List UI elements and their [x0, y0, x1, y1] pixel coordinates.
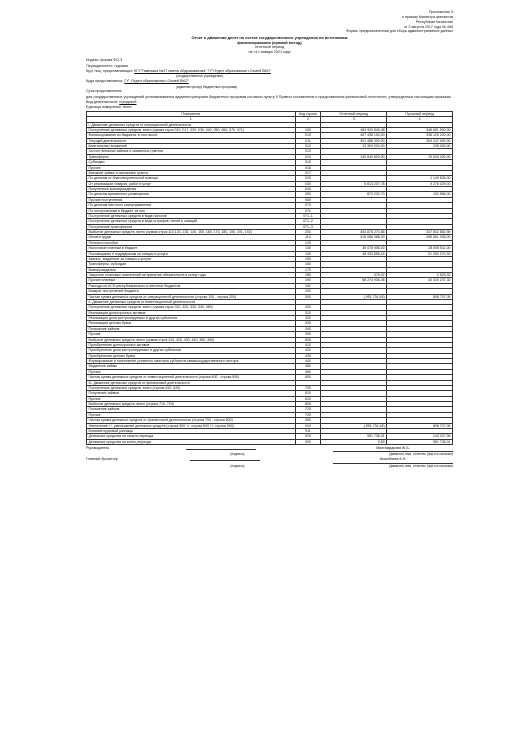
row-indicator: Поступление денежных средств в виде налогов — [87, 213, 296, 218]
submitted-to-hint: (администратору бюджетных программ) — [176, 84, 238, 89]
header-code: Код строки — [295, 111, 321, 116]
row-indicator: По деньгам от благотворительной помощи — [87, 176, 296, 181]
row-indicator: Выбытие денежных средств, всего (сумма строк 110,120, 130, 140, 150, 160, 170, 180, 190, 191, 192) — [87, 230, 296, 235]
row-previous-value: 338 125 200,00 — [387, 133, 453, 138]
row-indicator: Реализация долгосрочных активов — [87, 310, 296, 315]
row-code: 200 — [295, 230, 321, 235]
row-current-value: 5 613 207,78 — [321, 181, 387, 186]
row-code: 350 — [295, 332, 321, 337]
row-current-value: 48 432 565,16 — [321, 251, 387, 256]
row-code: 010 — [295, 133, 321, 138]
period-date: на «1» января 2021 года — [248, 50, 291, 55]
row-indicator: I. Движение денежных средств от операционной деятельности — [87, 122, 296, 127]
respondents-value: КГУ"Гимназия №37 имени Абдрахманова" ГУ"Отдел образования г.Семей ВКО" — [134, 69, 271, 74]
row-code: 710 — [295, 407, 321, 412]
row-code: 900 — [295, 418, 321, 423]
row-indicator: Реализация ценных бумаг — [87, 321, 296, 326]
row-code: 012 — [295, 144, 321, 149]
row-code: 800 — [295, 402, 321, 407]
row-indicator: Финансирование из бюджета, в том числе: — [87, 133, 296, 138]
row-code: 911 — [295, 428, 321, 433]
row-previous-value: 76 643 200,00 — [387, 154, 453, 159]
row-code: 191 — [295, 283, 321, 288]
row-previous-value: 263 247 000,00 — [387, 138, 453, 143]
row-indicator: Приобретение долгосрочных активов — [87, 342, 296, 347]
row-code: 300 — [295, 294, 321, 299]
accountant-hints — [86, 464, 453, 469]
row-code: 060 — [295, 197, 321, 202]
head-name-hint: (фамилия, имя, отчество (при его наличии) — [388, 452, 453, 457]
row-code: 700 — [295, 385, 321, 390]
row-current-value: 301 488 300,00 — [321, 138, 387, 143]
row-code: 150 — [295, 256, 321, 261]
row-code: 440 — [295, 359, 321, 364]
row-indicator: Прочие — [87, 412, 296, 417]
row-code: 460 — [295, 369, 321, 374]
row-previous-value: 21 250 270,33 — [387, 251, 453, 256]
row-indicator: II. Движение денежных средств от инвестиционной деятельности — [87, 299, 296, 304]
row-code: 016 — [295, 165, 321, 170]
row-code: 500 — [295, 337, 321, 342]
respondents-hint: (государственное учреждение) — [176, 74, 224, 79]
head-label: Руководитель — [86, 446, 110, 450]
row-indicator: Получение займов — [87, 391, 296, 396]
report-period — [86, 45, 453, 55]
row-code: 013 — [295, 149, 321, 154]
submitted-to-label: Куда представляется: — [86, 79, 124, 84]
row-code: 011 — [295, 138, 321, 143]
unit-of-measure: Единица измерения: тенге — [86, 105, 132, 110]
row-indicator: Погашение займов — [87, 326, 296, 331]
row-code: 420 — [295, 348, 321, 353]
row-current-value: (-951 734,18) — [321, 423, 387, 428]
row-code: 020 — [295, 176, 321, 181]
row-code: 017 — [295, 170, 321, 175]
row-indicator: Поставщикам и подрядчикам за товары и услуги — [87, 251, 296, 256]
row-indicator: Вознаграждения — [87, 267, 296, 272]
header-line: от 2 августа 2017 года № 468 — [403, 24, 453, 29]
row-code: 330 — [295, 321, 321, 326]
row-code: 400 — [295, 305, 321, 310]
row-indicator: Влияние курсовой разницы — [87, 428, 296, 433]
row-indicator: Прочие — [87, 396, 296, 401]
row-indicator: Приобретение доли контролируемых и других субъектов — [87, 348, 296, 353]
row-current-value: 319 088 388,00 — [321, 235, 387, 240]
form-metadata — [86, 58, 453, 110]
row-indicator: Прочие — [87, 332, 296, 337]
title-line-2: финансирования (прямой метод) — [237, 40, 302, 46]
cash-flow-table — [86, 111, 453, 445]
header-line: Республики Казахстан — [415, 19, 453, 24]
row-indicator: Внешние займы и связанные гранты — [87, 170, 296, 175]
row-indicator: Реализация доли контролируемых и других субъектов — [87, 316, 296, 321]
periodicity: Периодичность: годовая — [86, 63, 128, 68]
activity-label: Вид деятельности: — [86, 100, 119, 105]
accountant-signature-line — [190, 457, 260, 461]
row-indicator: Поступление денежных средств, всего (строка 610, 620) — [87, 385, 296, 390]
row-indicator: По деньгам временного размещения — [87, 192, 296, 197]
respondents-label: Круг лиц, представляющих: — [86, 69, 134, 74]
row-indicator: Поступление трансфертов — [87, 224, 296, 229]
accountant-name: Иманбаева Б.Н. — [333, 457, 453, 463]
row-indicator: Прочие — [87, 369, 296, 374]
row-code: 071–1 — [295, 213, 321, 218]
row-code: 190 — [295, 278, 321, 283]
row-code: 140 — [295, 251, 321, 256]
row-previous-value: 951 735,01 — [387, 439, 453, 444]
header-indicators: Показатели — [87, 111, 296, 116]
row-indicator: Текущей деятельности — [87, 138, 296, 143]
row-code: 110 — [295, 235, 321, 240]
row-code: 040 — [295, 187, 321, 192]
row-indicator: Капитальных вложений — [87, 144, 296, 149]
row-code: 071–2 — [295, 219, 321, 224]
row-code: 910 — [295, 423, 321, 428]
row-indicator: Чистая сумма денежных средств от операционной деятельности (строка 100 - строка 200) — [87, 294, 296, 299]
row-indicator: Возврат поступлений бюджета — [87, 289, 296, 294]
form-index: Индекс: форма ФО-3 — [86, 58, 123, 63]
row-code: 180 — [295, 273, 321, 278]
table-row — [87, 439, 453, 444]
row-code: 930 — [295, 439, 321, 444]
row-indicator: Денежные средства на конец периода — [87, 439, 296, 444]
row-current-value: 479,02 — [321, 273, 387, 278]
period-label: отчетный период — [254, 45, 285, 50]
row-code: 071–3 — [295, 224, 321, 229]
deadline-text: для государственных учреждений устанавливается администраторами бюджетных программ согласно пункту 9 Правил составления и представления финансовой отчетности, утвержденных настоящим приказом. — [86, 94, 452, 99]
order-reference — [86, 10, 453, 34]
row-previous-value: 347 842 882,95 — [387, 230, 453, 235]
row-indicator: Оплата труда — [87, 235, 296, 240]
head-signature-line — [186, 446, 256, 450]
title-line-1: Отчет о движении денег на счетах государственного учреждения по источникам — [191, 35, 348, 41]
row-previous-value: 1 140 505,00 — [387, 176, 453, 181]
row-current-value: 463 923 540,48 — [321, 127, 387, 132]
row-indicator: Чистая сумма денежных средств от финансовой деятельности (строка 700 - строка 800) — [87, 418, 296, 423]
row-indicator: Трансферты — [87, 154, 296, 159]
row-code: 071 — [295, 208, 321, 213]
row-code: 160 — [295, 262, 321, 267]
row-previous-value: 808 707,05 — [387, 423, 453, 428]
accountant-label: Главный бухгалтер — [86, 457, 118, 462]
row-previous-value: 2 529,32 — [387, 273, 453, 278]
row-indicator: Приобретение ценных бумаг — [87, 353, 296, 358]
row-code: 170 — [295, 267, 321, 272]
row-code: 450 — [295, 364, 321, 369]
row-code: 120 — [295, 240, 321, 245]
row-current-value: 464 875 274,66 — [321, 230, 387, 235]
row-indicator: Поступление денежных средств, всего (сумма строк 010, 017, 020, 030, 040, 050, 060, 070, 071) — [87, 127, 296, 132]
row-previous-value: 235 000,00 — [387, 144, 453, 149]
row-indicator: Увеличение +/- уменьшение денежных средств (строка 300 +/- строка 600 +/- строка 900) — [87, 423, 296, 428]
row-code: 920 — [295, 434, 321, 439]
row-indicator: Выбытие денежных средств, всего (строка 710, 720) — [87, 402, 296, 407]
row-indicator: Налоговые платежи в бюджет — [87, 246, 296, 251]
header-previous-period: Прошлый период — [387, 111, 453, 116]
row-indicator: Субсидии — [87, 160, 296, 165]
head-name: Малгамдарова Ж.Б. — [333, 446, 453, 452]
row-current-value: 140 649 800,00 — [321, 154, 387, 159]
row-current-value: (-951 734,18) — [321, 294, 387, 299]
row-code: 720 — [295, 412, 321, 417]
accountant-sign-hint: (подпись) — [230, 463, 245, 468]
row-current-value: 39 078 906,00 — [321, 246, 387, 251]
signatures — [86, 446, 453, 468]
table-body — [87, 122, 453, 445]
row-indicator: Формирование и пополнение уставного капитала субъектов квазигосударственного сектора — [87, 359, 296, 364]
row-indicator: Чистая сумма денежных средств от инвестиционной деятельности (строка 400 - строка 500) — [87, 375, 296, 380]
row-indicator: От реализации товаров, работ и услуг — [87, 181, 296, 186]
row-previous-value: 255 561 335,00 — [387, 235, 453, 240]
row-previous-value: 143 027,96 — [387, 434, 453, 439]
header-line: Форма, предназначенная для сбора административных данных — [346, 29, 453, 34]
row-code: 192 — [295, 289, 321, 294]
row-code: 610 — [295, 391, 321, 396]
header-line: Приложение 3 — [428, 10, 453, 14]
row-previous-value: 9 276 029,00 — [387, 181, 453, 186]
row-code: 600 — [295, 375, 321, 380]
row-current-value: 457 438 100,00 — [321, 133, 387, 138]
column-number: 2 — [295, 117, 321, 122]
row-code: 070 — [295, 203, 321, 208]
row-code: 050 — [295, 192, 321, 197]
row-indicator: Расходы по КСН республиканского и местных бюджетов — [87, 283, 296, 288]
row-indicator: Авансы, выданные за товары и услуги — [87, 256, 296, 261]
row-indicator: Прочие — [87, 165, 296, 170]
column-number: 3 — [321, 117, 387, 122]
row-previous-value: 100 856,00 — [387, 192, 453, 197]
row-indicator: Прочие поступления — [87, 197, 296, 202]
row-code: 340 — [295, 326, 321, 331]
row-code: 320 — [295, 316, 321, 321]
row-code: 620 — [295, 396, 321, 401]
row-current-value: 0,83 — [321, 439, 387, 444]
head-sign-hint: (подпись) — [230, 452, 245, 457]
activity-value: городской — [119, 100, 137, 105]
row-previous-value: 28 008 511,00 — [387, 246, 453, 251]
row-indicator: Пенсии и пособия — [87, 240, 296, 245]
column-number: 1 — [87, 117, 296, 122]
row-code: 130 — [295, 246, 321, 251]
row-indicator: III. Движение денежных средств от финансовой деятельности — [87, 380, 296, 385]
row-indicator: Выбытие денежных средств, всего (сумма строк 410, 420, 430, 440, 450, 460) — [87, 337, 296, 342]
row-code: 014 — [295, 154, 321, 159]
deadline-label: Срок представления: — [86, 89, 123, 94]
row-indicator: Поступление денежных средств, всего (сумма строк 310, 320, 330, 340, 350) — [87, 305, 296, 310]
row-previous-value: 43 020 237,30 — [387, 278, 453, 283]
row-indicator: Поступление денежных средств в виде штрафов, пеней и санкций — [87, 219, 296, 224]
row-current-value: 13 300 000,00 — [321, 144, 387, 149]
row-previous-value: 808 707,05 — [387, 294, 453, 299]
row-indicator: Выданные займы — [87, 364, 296, 369]
row-code: 100 — [295, 127, 321, 132]
column-number: 4 — [387, 117, 453, 122]
row-indicator: За счет внешних займов и связанных грантов — [87, 149, 296, 154]
accountant-name-hint: (фамилия, имя, отчество (при его наличии) — [388, 463, 453, 468]
row-indicator: Трансферты, субсидии — [87, 262, 296, 267]
row-indicator: Денежные средства на начало периода — [87, 434, 296, 439]
row-current-value: 58 274 936,48 — [321, 278, 387, 283]
row-code: 015 — [295, 160, 321, 165]
row-indicator: Прочие платежи — [87, 278, 296, 283]
submitted-to-value: ГУ" Отдел образования г.Семей ВКО" — [124, 79, 189, 84]
row-indicator: Закрытие плановых назначений на принятие обязательств в конце года — [87, 273, 296, 278]
row-code: 430 — [295, 353, 321, 358]
report-title — [86, 35, 453, 45]
row-indicator: Полученные вознаграждения — [87, 187, 296, 192]
row-indicator: Погашение займов — [87, 407, 296, 412]
row-current-value: 872 232,70 — [321, 192, 387, 197]
row-indicator: По поступлениям в бюджет, их них — [87, 208, 296, 213]
row-code: 410 — [295, 342, 321, 347]
header-current-period: Отчетный период — [321, 111, 387, 116]
row-indicator: По деньгам местного самоуправления — [87, 203, 296, 208]
row-code: 310 — [295, 310, 321, 315]
row-previous-value: 348 651 590,00 — [387, 127, 453, 132]
header-line: к приказу Министра финансов — [402, 14, 453, 19]
row-code: 030 — [295, 181, 321, 186]
row-current-value: 951 735,01 — [321, 434, 387, 439]
